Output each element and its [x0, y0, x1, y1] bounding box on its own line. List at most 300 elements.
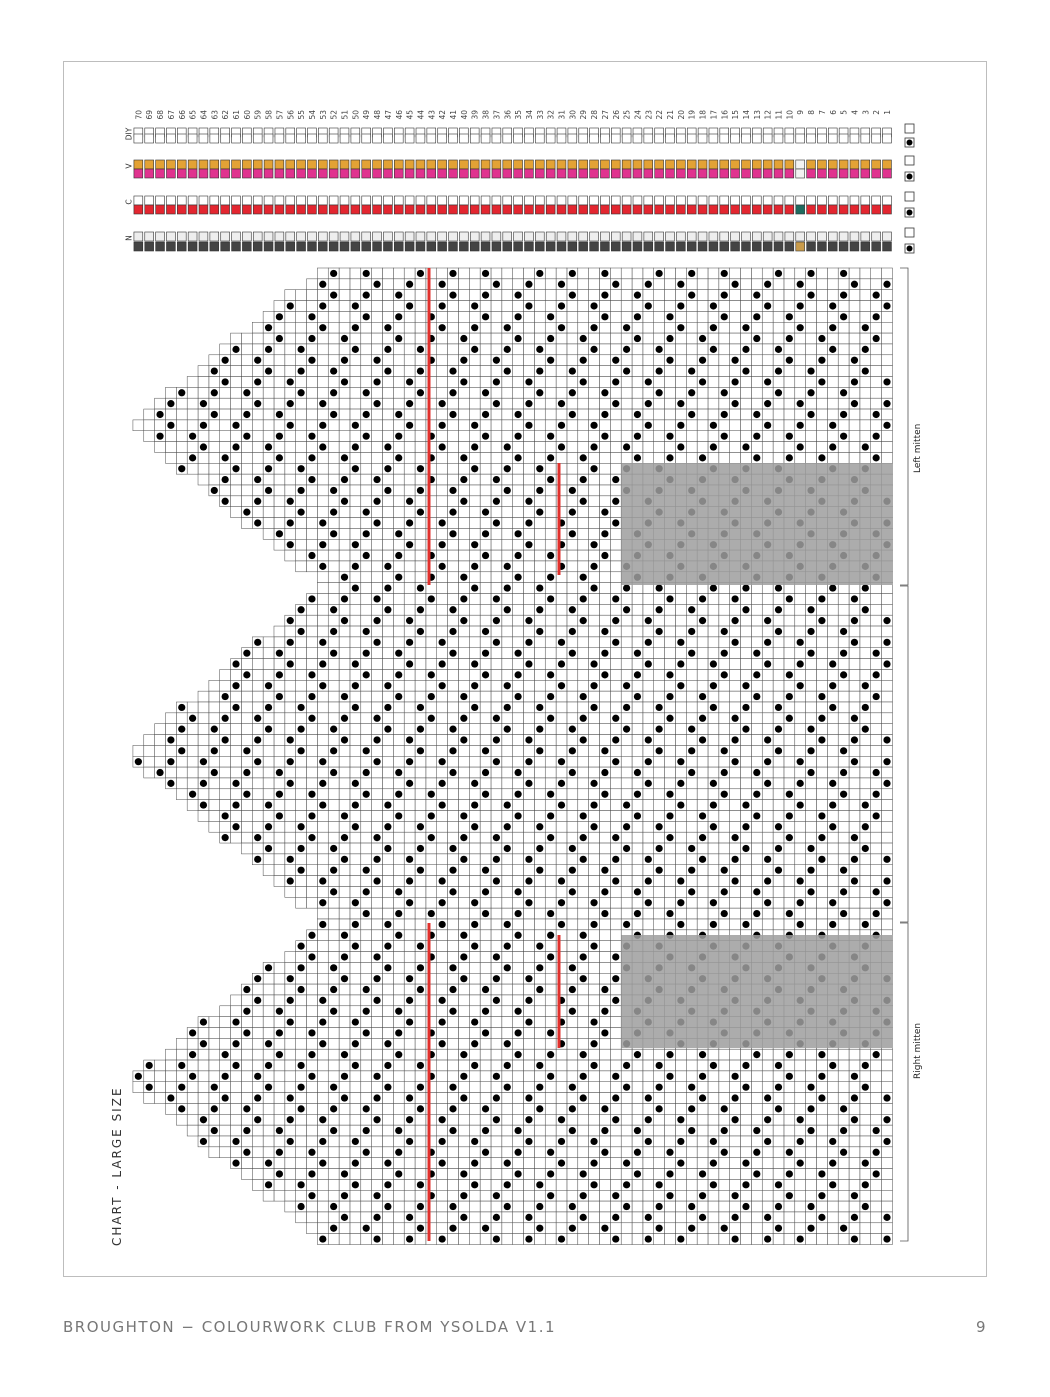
contrast-stitch: [515, 791, 522, 798]
colourway-square: [850, 160, 859, 169]
colourway-square: [525, 169, 534, 178]
stitch-cell: [176, 767, 187, 778]
stitch-cell: [556, 355, 567, 366]
stitch-cell: [491, 268, 502, 279]
colourway-square: [698, 134, 707, 143]
stitch-cell: [513, 344, 524, 355]
colourway-square: [774, 242, 783, 251]
stitch-cell: [860, 626, 871, 637]
stitch-cell: [795, 268, 806, 279]
stitch-cell: [361, 539, 372, 550]
stitch-cell: [849, 626, 860, 637]
contrast-stitch: [319, 563, 326, 570]
contrast-stitch: [558, 682, 565, 689]
colourway-square: [503, 134, 512, 143]
stitch-cell: [317, 507, 328, 518]
contrast-stitch: [536, 823, 543, 830]
contrast-stitch: [797, 660, 804, 667]
row-number: 6: [828, 110, 838, 115]
colourway-square: [329, 134, 338, 143]
row-number: 49: [362, 110, 372, 120]
stitch-cell: [697, 626, 708, 637]
stitch-cell: [231, 811, 242, 822]
contrast-stitch: [862, 606, 869, 613]
stitch-cell: [816, 789, 827, 800]
stitch-cell: [350, 604, 361, 615]
colourway-square: [644, 232, 653, 241]
stitch-cell: [339, 800, 350, 811]
contrast-stitch: [634, 650, 641, 657]
contrast-stitch: [373, 617, 380, 624]
contrast-stitch: [352, 422, 359, 429]
contrast-stitch: [666, 812, 673, 819]
colourway-square: [318, 196, 327, 205]
stitch-cell: [643, 691, 654, 702]
stitch-cell: [491, 290, 502, 301]
contrast-stitch: [547, 671, 554, 678]
stitch-cell: [816, 420, 827, 431]
colourway-square: [590, 232, 599, 241]
stitch-cell: [675, 789, 686, 800]
stitch-cell: [599, 279, 610, 290]
colourway-square: [199, 196, 208, 205]
stitch-cell: [263, 854, 274, 865]
colourway-square: [351, 160, 360, 169]
stitch-cell: [632, 659, 643, 670]
contrast-stitch: [840, 292, 847, 299]
stitch-cell: [144, 420, 155, 431]
stitch-cell: [458, 442, 469, 453]
stitch-cell: [415, 301, 426, 312]
stitch-cell: [741, 789, 752, 800]
stitch-cell: [773, 767, 784, 778]
stitch-cell: [350, 756, 361, 767]
colourway-square: [156, 169, 165, 178]
colourway-square: [557, 205, 566, 214]
stitch-cell: [220, 398, 231, 409]
stitch-cell: [827, 409, 838, 420]
stitch-cell: [675, 724, 686, 735]
stitch-cell: [285, 724, 296, 735]
stitch-cell: [741, 431, 752, 442]
colourway-square: [557, 160, 566, 169]
contrast-stitch: [265, 801, 272, 808]
stitch-cell: [849, 311, 860, 322]
colourway-square: [427, 160, 436, 169]
colourway-square: [492, 134, 501, 143]
contrast-stitch: [883, 400, 890, 407]
contrast-stitch: [525, 378, 532, 385]
stitch-cell: [708, 713, 719, 724]
contrast-stitch: [797, 639, 804, 646]
stitch-cell: [339, 409, 350, 420]
contrast-stitch: [656, 726, 663, 733]
contrast-stitch: [330, 769, 337, 776]
contrast-stitch: [384, 487, 391, 494]
colourway-square: [546, 160, 555, 169]
stitch-cell: [382, 550, 393, 561]
contrast-stitch: [840, 389, 847, 396]
stitch-cell: [578, 669, 589, 680]
stitch-cell: [458, 387, 469, 398]
stitch-cell: [654, 767, 665, 778]
colourway-square: [850, 232, 859, 241]
colourway-square: [156, 242, 165, 251]
stitch-cell: [643, 800, 654, 811]
stitch-cell: [621, 333, 632, 344]
row-number: 24: [633, 110, 643, 120]
stitch-cell: [784, 659, 795, 670]
stitch-cell: [534, 800, 545, 811]
stitch-cell: [274, 366, 285, 377]
stitch-cell: [849, 865, 860, 876]
contrast-stitch: [504, 704, 511, 711]
contrast-stitch: [525, 758, 532, 765]
stitch-cell: [697, 756, 708, 767]
colourway-square: [318, 169, 327, 178]
stitch-cell: [827, 669, 838, 680]
contrast-stitch: [298, 628, 305, 635]
contrast-stitch: [330, 726, 337, 733]
row-number: 55: [297, 110, 307, 120]
stitch-cell: [350, 550, 361, 561]
stitch-cell: [654, 811, 665, 822]
stitch-cell: [708, 843, 719, 854]
stitch-cell: [730, 811, 741, 822]
colourway-square: [568, 160, 577, 169]
stitch-cell: [578, 637, 589, 648]
contrast-stitch: [460, 834, 467, 841]
colourway-square: [308, 160, 317, 169]
row-number: 58: [264, 110, 274, 120]
stitch-cell: [871, 745, 882, 756]
stitch-cell: [556, 615, 567, 626]
stitch-cell: [328, 474, 339, 485]
stitch-cell: [415, 518, 426, 529]
stitch-cell: [599, 702, 610, 713]
stitch-cell: [589, 767, 600, 778]
contrast-stitch: [851, 715, 858, 722]
stitch-cell: [610, 648, 621, 659]
stitch-cell: [252, 691, 263, 702]
stitch-cell: [632, 821, 643, 832]
contrast-stitch: [265, 845, 272, 852]
colourway-square: [666, 196, 675, 205]
stitch-cell: [654, 659, 665, 670]
stitch-cell: [491, 745, 502, 756]
colourway-square: [514, 160, 523, 169]
colourway-square: [535, 205, 544, 214]
stitch-cell: [458, 843, 469, 854]
stitch-cell: [480, 322, 491, 333]
contrast-stitch: [395, 313, 402, 320]
stitch-cell: [241, 355, 252, 366]
contrast-stitch: [883, 736, 890, 743]
stitch-cell: [643, 702, 654, 713]
contrast-stitch: [308, 313, 315, 320]
contrast-stitch: [656, 628, 663, 635]
stitch-cell: [491, 843, 502, 854]
stitch-cell: [480, 713, 491, 724]
contrast-stitch: [232, 465, 239, 472]
stitch-cell: [675, 648, 686, 659]
contrast-stitch: [590, 465, 597, 472]
contrast-stitch: [439, 801, 446, 808]
contrast-stitch: [840, 313, 847, 320]
stitch-cell: [393, 680, 404, 691]
colourway-square: [394, 242, 403, 251]
stitch-cell: [773, 290, 784, 301]
row-number: 59: [253, 110, 263, 120]
stitch-cell: [708, 735, 719, 746]
stitch-cell: [773, 811, 784, 822]
stitch-cell: [361, 474, 372, 485]
colourway-square: [796, 169, 805, 178]
contrast-stitch: [688, 769, 695, 776]
stitch-cell: [643, 311, 654, 322]
stitch-cell: [654, 333, 665, 344]
stitch-cell: [296, 561, 307, 572]
stitch-cell: [871, 626, 882, 637]
stitch-cell: [404, 811, 415, 822]
stitch-cell: [849, 301, 860, 312]
stitch-cell: [827, 767, 838, 778]
colourway-square: [687, 242, 696, 251]
stitch-cell: [849, 366, 860, 377]
stitch-cell: [578, 279, 589, 290]
stitch-cell: [502, 626, 513, 637]
stitch-cell: [719, 778, 730, 789]
stitch-cell: [751, 442, 762, 453]
contrast-stitch: [449, 389, 456, 396]
stitch-cell: [274, 854, 285, 865]
stitch-cell: [372, 420, 383, 431]
contrast-stitch: [471, 801, 478, 808]
stitch-cell: [849, 691, 860, 702]
stitch-cell: [741, 409, 752, 420]
contrast-stitch: [536, 704, 543, 711]
contrast-stitch: [883, 281, 890, 288]
colourway-square: [861, 196, 870, 205]
stitch-cell: [545, 756, 556, 767]
stitch-cell: [231, 377, 242, 388]
contrast-stitch: [764, 302, 771, 309]
stitch-cell: [415, 659, 426, 670]
contrast-stitch: [634, 812, 641, 819]
contrast-stitch: [352, 302, 359, 309]
stitch-cell: [545, 442, 556, 453]
stitch-cell: [285, 387, 296, 398]
contrast-stitch: [721, 769, 728, 776]
contrast-stitch: [840, 411, 847, 418]
stitch-cell: [882, 832, 893, 843]
stitch-cell: [458, 561, 469, 572]
stitch-cell: [654, 398, 665, 409]
stitch-cell: [556, 333, 567, 344]
stitch-cell: [534, 496, 545, 507]
stitch-cell: [317, 724, 328, 735]
contrast-stitch: [439, 639, 446, 646]
stitch-cell: [209, 431, 220, 442]
colourway-square: [340, 232, 349, 241]
stitch-cell: [567, 301, 578, 312]
stitch-cell: [480, 843, 491, 854]
stitch-cell: [458, 659, 469, 670]
colourway-square: [166, 232, 175, 241]
colourway-square: [633, 196, 642, 205]
stitch-cell: [697, 648, 708, 659]
stitch-cell: [882, 691, 893, 702]
colourway-square: [774, 160, 783, 169]
stitch-cell: [339, 322, 350, 333]
stitch-cell: [491, 301, 502, 312]
contrast-stitch: [710, 443, 717, 450]
contrast-stitch: [373, 378, 380, 385]
colourway-square: [687, 169, 696, 178]
row-number: 23: [644, 110, 654, 120]
stitch-cell: [719, 344, 730, 355]
colourway-square: [633, 232, 642, 241]
colourway-square: [503, 160, 512, 169]
stitch-cell: [480, 637, 491, 648]
stitch-cell: [632, 778, 643, 789]
stitch-cell: [578, 463, 589, 474]
stitch-cell: [599, 724, 610, 735]
stitch-cell: [686, 821, 697, 832]
contrast-stitch: [862, 845, 869, 852]
stitch-cell: [491, 463, 502, 474]
stitch-cell: [350, 431, 361, 442]
stitch-cell: [458, 550, 469, 561]
row-number: 38: [481, 110, 491, 120]
stitch-cell: [665, 756, 676, 767]
colourway-square: [492, 232, 501, 241]
contrast-stitch: [515, 552, 522, 559]
stitch-cell: [816, 268, 827, 279]
stitch-cell: [686, 659, 697, 670]
stitch-cell: [502, 387, 513, 398]
colourway-square: [720, 242, 729, 251]
stitch-cell: [795, 691, 806, 702]
contrast-stitch: [873, 650, 880, 657]
stitch-cell: [361, 854, 372, 865]
stitch-cell: [513, 518, 524, 529]
stitch-cell: [372, 702, 383, 713]
colourway-square: [557, 196, 566, 205]
stitch-cell: [621, 832, 632, 843]
colourway-square: [232, 232, 241, 241]
stitch-cell: [393, 387, 404, 398]
stitch-cell: [589, 604, 600, 615]
colourway-square: [676, 134, 685, 143]
contrast-stitch: [287, 617, 294, 624]
row-number: 8: [807, 110, 817, 115]
contrast-stitch: [482, 671, 489, 678]
colourway-square: [242, 232, 251, 241]
contrast-stitch: [721, 313, 728, 320]
row-number: 63: [210, 110, 220, 120]
contrast-stitch: [200, 422, 207, 429]
stitch-cell: [882, 366, 893, 377]
contrast-stitch: [265, 465, 272, 472]
stitch-cell: [719, 301, 730, 312]
colourway-square: [427, 196, 436, 205]
stitch-cell: [524, 366, 535, 377]
stitch-cell: [556, 669, 567, 680]
stitch-cell: [556, 344, 567, 355]
stitch-cell: [795, 832, 806, 843]
stitch-cell: [719, 756, 730, 767]
contrast-stitch: [818, 595, 825, 602]
contrast-stitch: [287, 400, 294, 407]
stitch-cell: [524, 485, 535, 496]
colourway-square: [709, 205, 718, 214]
stitch-cell: [220, 442, 231, 453]
colourway-square: [611, 169, 620, 178]
stitch-cell: [545, 322, 556, 333]
stitch-cell: [339, 442, 350, 453]
stitch-cell: [762, 626, 773, 637]
colourway-square: [763, 232, 772, 241]
stitch-cell: [415, 420, 426, 431]
stitch-cell: [382, 626, 393, 637]
contrast-stitch: [525, 302, 532, 309]
contrast-stitch: [525, 422, 532, 429]
colourway-square: [600, 205, 609, 214]
stitch-cell: [827, 333, 838, 344]
contrast-stitch: [580, 856, 587, 863]
colourway-square: [210, 134, 219, 143]
stitch-cell: [502, 431, 513, 442]
colourway-square: [329, 232, 338, 241]
stitch-cell: [404, 485, 415, 496]
stitch-cell: [296, 528, 307, 539]
colourway-square: [242, 169, 251, 178]
stitch-cell: [751, 279, 762, 290]
stitch-cell: [762, 594, 773, 605]
contrast-stitch: [308, 693, 315, 700]
contrast-stitch: [471, 563, 478, 570]
stitch-cell: [469, 843, 480, 854]
colourway-square: [362, 242, 371, 251]
stitch-cell: [534, 669, 545, 680]
colourway-square: [796, 160, 805, 169]
contrast-stitch: [873, 791, 880, 798]
contrast-stitch: [373, 400, 380, 407]
stitch-cell: [545, 463, 556, 474]
stitch-cell: [317, 572, 328, 583]
stitch-cell: [187, 702, 198, 713]
stitch-cell: [296, 355, 307, 366]
stitch-cell: [556, 431, 567, 442]
contrast-stitch: [797, 281, 804, 288]
stitch-cell: [155, 756, 166, 767]
colourway-square: [633, 134, 642, 143]
stitch-cell: [448, 854, 459, 865]
colourway-square: [340, 196, 349, 205]
row-number: 47: [383, 110, 393, 120]
contrast-stitch: [764, 281, 771, 288]
stitch-cell: [187, 735, 198, 746]
stitch-cell: [513, 800, 524, 811]
stitch-cell: [838, 442, 849, 453]
stitch-cell: [198, 431, 209, 442]
stitch-cell: [708, 811, 719, 822]
stitch-cell: [816, 626, 827, 637]
stitch-cell: [426, 724, 437, 735]
stitch-cell: [730, 322, 741, 333]
stitch-cell: [567, 821, 578, 832]
